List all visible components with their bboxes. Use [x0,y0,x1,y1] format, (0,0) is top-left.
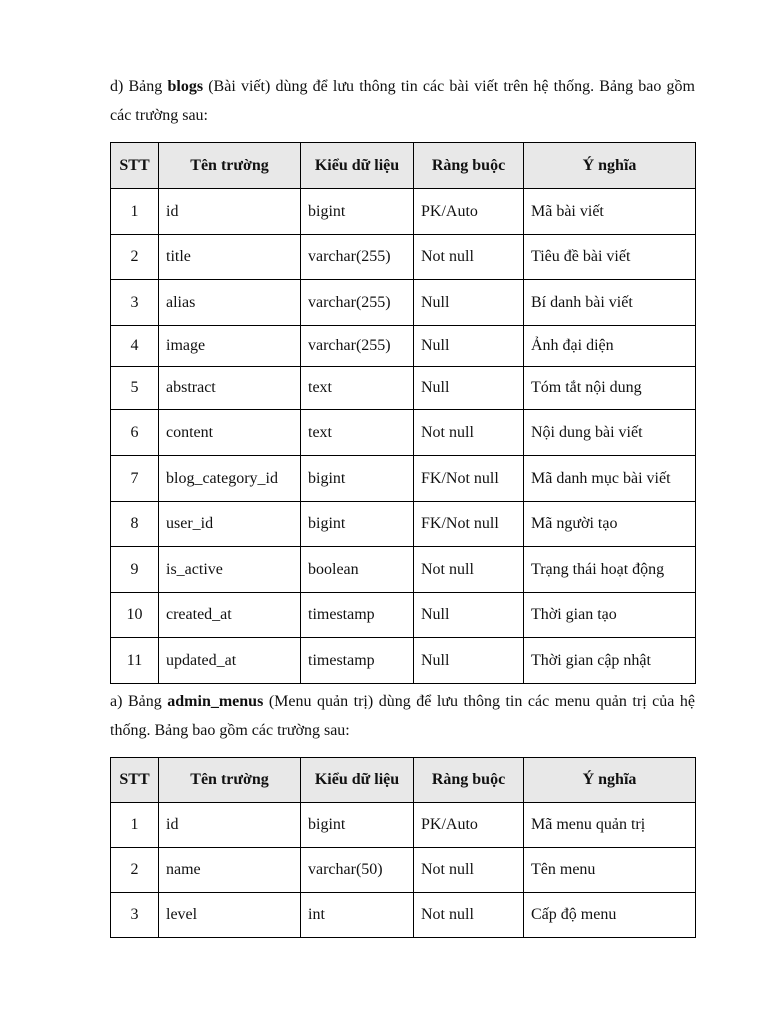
table-row [111,456,696,502]
cell-field: user_id [159,502,301,547]
admin-menus-intro-suffix: (Menu quản trị) dùng để lưu thông tin các menu quản trị của hệ thống. Bảng bao gồm các trường sau: [110,693,696,739]
cell-stt: 9 [111,547,159,593]
table-row [111,235,696,280]
header-constraint: Ràng buộc [414,758,524,803]
table-row [111,367,696,410]
cell-stt: 2 [111,848,159,893]
admin-menus-intro-paragraph [110,687,695,745]
table-header-row [111,758,696,803]
cell-meaning: Trạng thái hoạt động [524,547,696,593]
cell-stt: 1 [111,189,159,235]
cell-meaning: Thời gian cập nhật [524,638,696,684]
table-row [111,893,696,938]
cell-field: image [159,326,301,367]
cell-field: is_active [159,547,301,593]
table-row [111,593,696,638]
cell-stt: 3 [111,280,159,326]
cell-type: text [301,367,414,410]
cell-constraint: Not null [414,848,524,893]
cell-constraint: FK/Not null [414,502,524,547]
cell-field: abstract [159,367,301,410]
blogs-intro-prefix: d) Bảng [110,78,168,95]
cell-field: id [159,803,301,848]
cell-meaning: Tên menu [524,848,696,893]
cell-stt: 11 [111,638,159,684]
document-page [110,72,695,938]
blogs-table-name: blogs [167,78,204,95]
cell-type: timestamp [301,638,414,684]
cell-type: bigint [301,456,414,502]
cell-meaning: Mã danh mục bài viết [524,456,696,502]
table-row [111,410,696,456]
cell-constraint: Not null [414,235,524,280]
cell-type: bigint [301,803,414,848]
header-field-name: Tên trường [159,758,301,803]
table-row [111,280,696,326]
cell-meaning: Tóm tắt nội dung [524,367,696,410]
cell-meaning: Thời gian tạo [524,593,696,638]
cell-field: level [159,893,301,938]
blogs-intro-suffix: (Bài viết) dùng để lưu thông tin các bài viết trên hệ thống. Bảng bao gồm các trường sau: [110,78,695,124]
table-row [111,326,696,367]
cell-constraint: Null [414,593,524,638]
header-stt: STT [111,758,159,803]
cell-meaning: Mã bài viết [524,189,696,235]
cell-stt: 2 [111,235,159,280]
cell-stt: 10 [111,593,159,638]
table-row [111,638,696,684]
cell-type: boolean [301,547,414,593]
table-row [111,848,696,893]
cell-meaning: Bí danh bài viết [524,280,696,326]
table-row [111,547,696,593]
cell-stt: 1 [111,803,159,848]
cell-type: varchar(255) [301,326,414,367]
cell-type: varchar(255) [301,235,414,280]
cell-constraint: Null [414,326,524,367]
cell-constraint: PK/Auto [414,803,524,848]
cell-field: content [159,410,301,456]
cell-meaning: Nội dung bài viết [524,410,696,456]
cell-type: bigint [301,189,414,235]
cell-meaning: Cấp độ menu [524,893,696,938]
cell-constraint: Not null [414,893,524,938]
cell-field: updated_at [159,638,301,684]
cell-constraint: Not null [414,410,524,456]
header-meaning: Ý nghĩa [524,143,696,189]
cell-field: alias [159,280,301,326]
cell-field: blog_category_id [159,456,301,502]
cell-stt: 4 [111,326,159,367]
cell-constraint: Not null [414,547,524,593]
cell-type: text [301,410,414,456]
cell-field: id [159,189,301,235]
cell-meaning: Mã người tạo [524,502,696,547]
cell-type: varchar(255) [301,280,414,326]
header-constraint: Ràng buộc [414,143,524,189]
cell-stt: 5 [111,367,159,410]
cell-type: varchar(50) [301,848,414,893]
table-header-row [111,143,696,189]
cell-stt: 7 [111,456,159,502]
cell-stt: 3 [111,893,159,938]
header-field-name: Tên trường [159,143,301,189]
table-row [111,502,696,547]
cell-field: title [159,235,301,280]
admin-menus-table [110,757,696,938]
header-data-type: Kiểu dữ liệu [301,758,414,803]
header-data-type: Kiểu dữ liệu [301,143,414,189]
cell-constraint: PK/Auto [414,189,524,235]
cell-field: created_at [159,593,301,638]
blogs-table [110,142,696,684]
cell-type: int [301,893,414,938]
header-stt: STT [111,143,159,189]
cell-constraint: Null [414,638,524,684]
cell-constraint: Null [414,280,524,326]
blogs-intro-paragraph [110,72,695,130]
admin-menus-intro-prefix: a) Bảng [110,693,168,710]
cell-meaning: Ảnh đại diện [524,326,696,367]
cell-meaning: Mã menu quản trị [524,803,696,848]
cell-constraint: Null [414,367,524,410]
header-meaning: Ý nghĩa [524,758,696,803]
cell-type: timestamp [301,593,414,638]
cell-type: bigint [301,502,414,547]
table-row [111,189,696,235]
cell-meaning: Tiêu đề bài viết [524,235,696,280]
cell-field: name [159,848,301,893]
admin-menus-table-name: admin_menus [167,693,264,710]
cell-stt: 6 [111,410,159,456]
table-row [111,803,696,848]
cell-stt: 8 [111,502,159,547]
cell-constraint: FK/Not null [414,456,524,502]
